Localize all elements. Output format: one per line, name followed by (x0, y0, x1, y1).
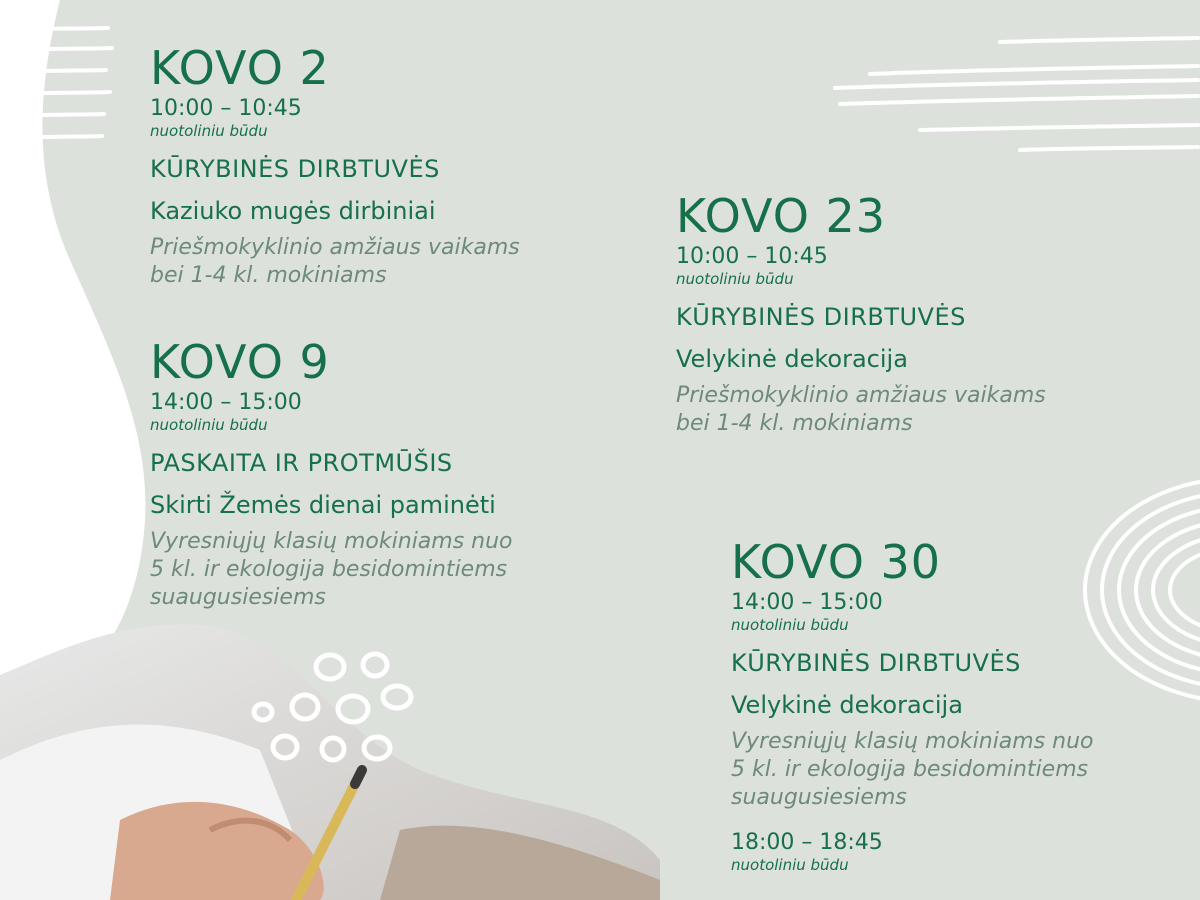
event-kovo-30 (731, 536, 1094, 874)
tree-rings-decoration (1080, 470, 1200, 710)
event-date: KOVO 2 (150, 41, 330, 95)
event-audience: Vyresniųjų klasių mokiniams nuo 5 kl. ir ekologija besidomintiems suaugusiesiems (150, 529, 513, 610)
lines-decoration-left (0, 20, 120, 150)
circles-decoration (245, 645, 425, 775)
event-kovo-23 (676, 190, 1046, 438)
event-mode: nuotoliniu būdu (676, 270, 794, 288)
event-mode-second: nuotoliniu būdu (731, 856, 849, 874)
event-time: 14:00 – 15:00 (731, 590, 883, 615)
event-time: 10:00 – 10:45 (150, 96, 302, 121)
event-title: Velykinė dekoracija (676, 345, 908, 373)
event-date: KOVO 9 (150, 335, 330, 389)
event-audience: Vyresniųjų klasių mokiniams nuo 5 kl. ir ekologija besidomintiems suaugusiesiems (731, 729, 1094, 810)
event-type: KŪRYBINĖS DIRBTUVĖS (731, 649, 1021, 677)
event-type: KŪRYBINĖS DIRBTUVĖS (676, 303, 966, 331)
event-kovo-9 (150, 336, 513, 612)
event-title: Velykinė dekoracija (731, 691, 963, 719)
event-title: Skirti Žemės dienai paminėti (150, 491, 496, 519)
event-mode: nuotoliniu būdu (150, 122, 268, 140)
event-kovo-2 (150, 42, 520, 290)
event-type: PASKAITA IR PROTMŪŠIS (150, 449, 453, 477)
event-title: Kaziuko mugės dirbiniai (150, 197, 436, 225)
lines-decoration-right (830, 30, 1200, 160)
event-audience: Priešmokyklinio amžiaus vaikams bei 1-4 kl. mokiniams (150, 235, 520, 288)
event-date: KOVO 23 (676, 189, 887, 243)
event-time: 10:00 – 10:45 (676, 244, 828, 269)
event-mode: nuotoliniu būdu (150, 416, 268, 434)
event-mode: nuotoliniu būdu (731, 616, 849, 634)
event-type: KŪRYBINĖS DIRBTUVĖS (150, 155, 440, 183)
event-date: KOVO 30 (731, 535, 942, 589)
event-audience: Priešmokyklinio amžiaus vaikams bei 1-4 kl. mokiniams (676, 383, 1046, 436)
event-time: 14:00 – 15:00 (150, 390, 302, 415)
event-time-second: 18:00 – 18:45 (731, 830, 883, 855)
